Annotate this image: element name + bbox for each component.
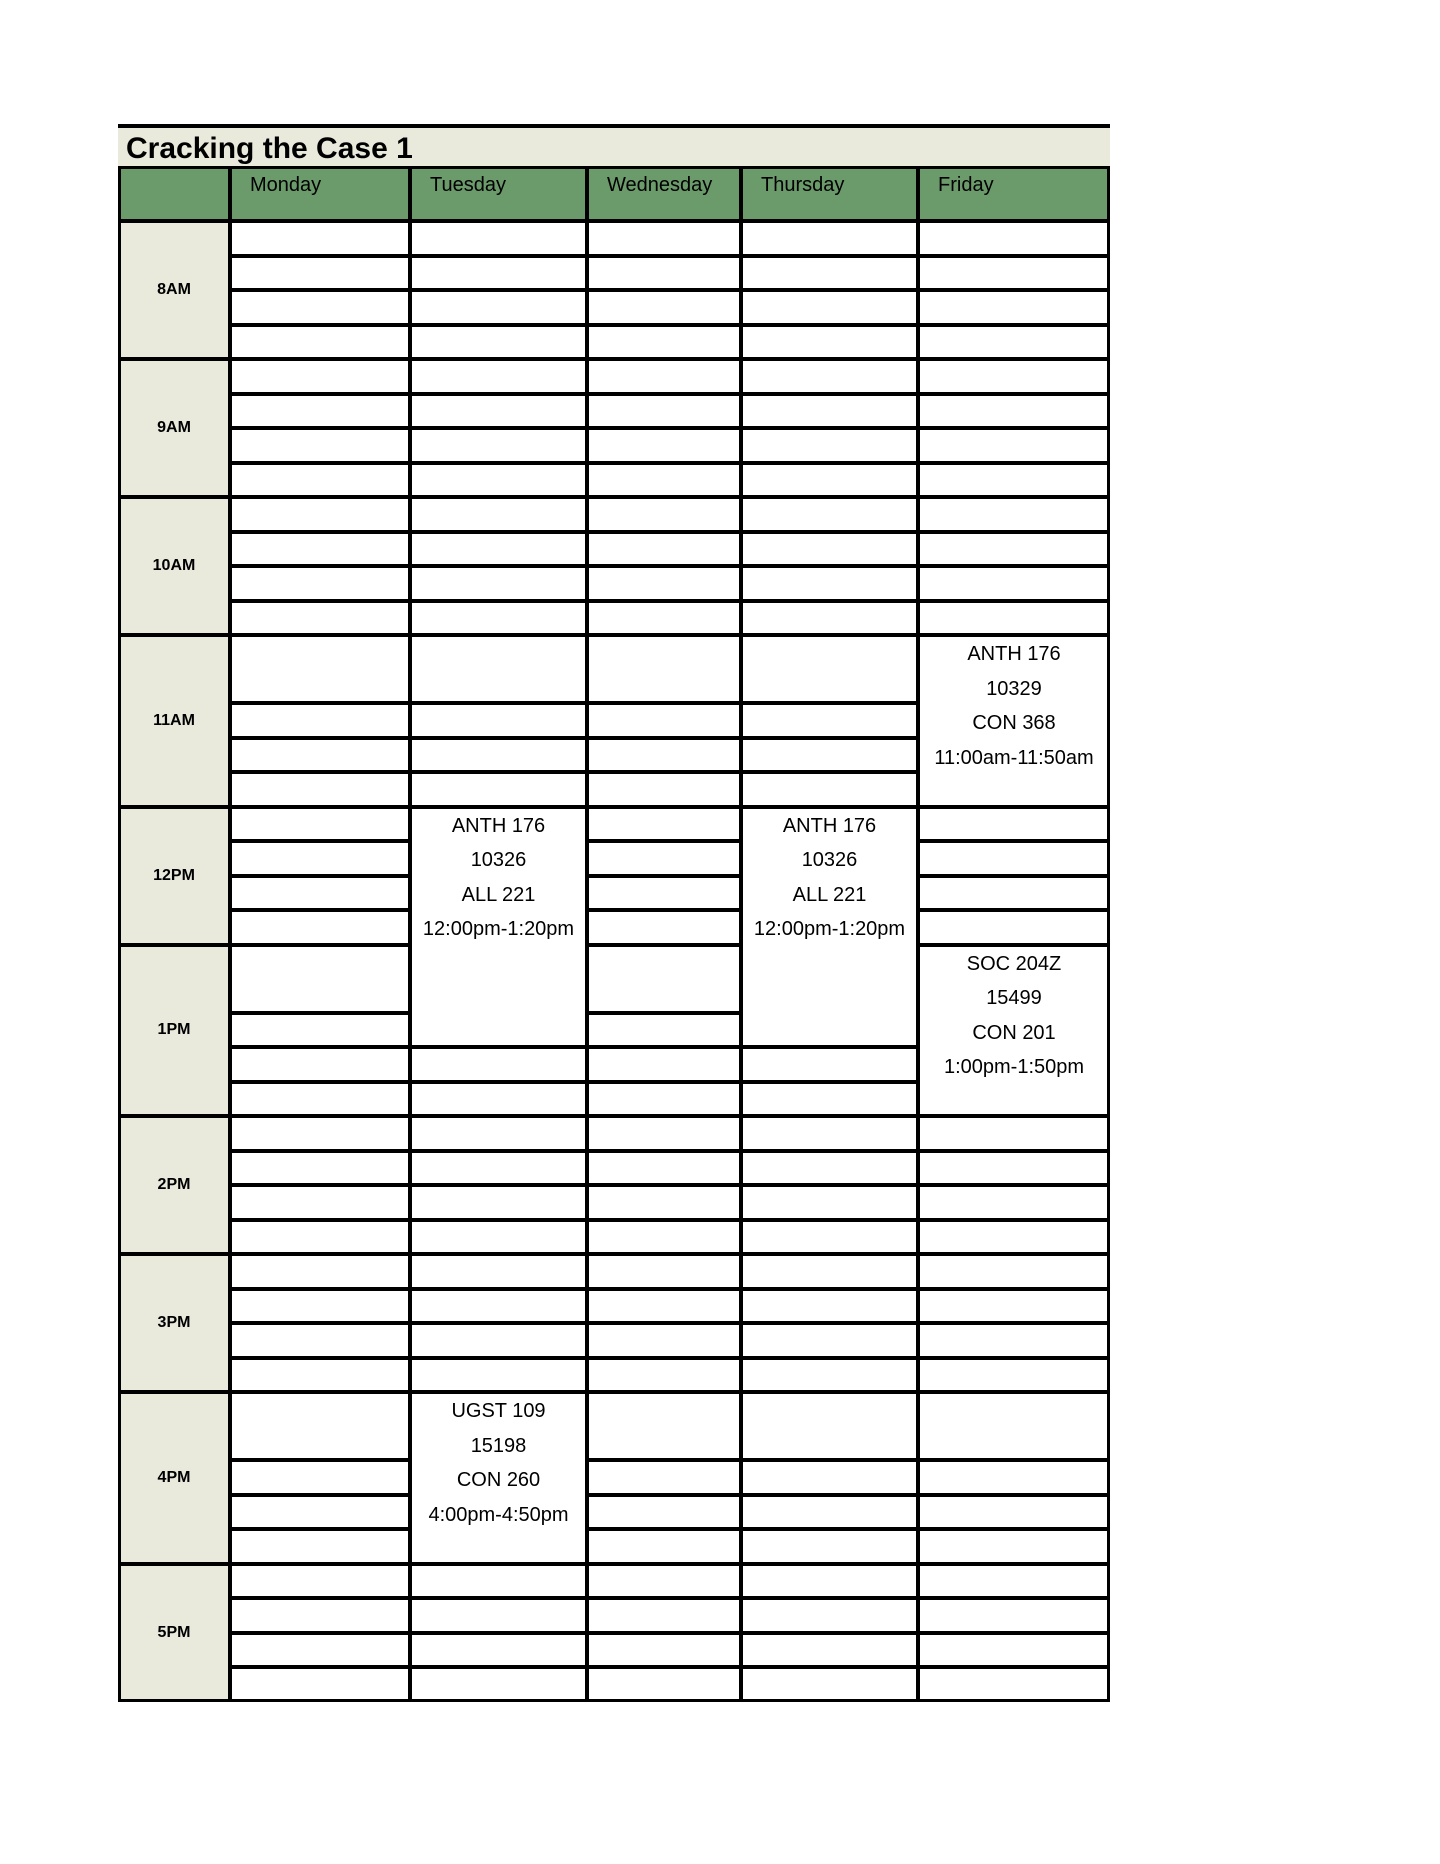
time-slot[interactable] (410, 1564, 587, 1599)
time-slot[interactable] (918, 1598, 1110, 1633)
time-slot[interactable] (918, 876, 1110, 911)
time-slot[interactable] (741, 463, 918, 498)
time-slot[interactable] (230, 532, 410, 567)
time-slot[interactable] (741, 428, 918, 463)
time-slot[interactable] (587, 1633, 741, 1668)
day-header-thursday (741, 166, 918, 221)
time-slot[interactable] (410, 256, 587, 291)
time-slot[interactable] (918, 532, 1110, 567)
time-slot[interactable] (587, 1564, 741, 1599)
time-slot[interactable] (410, 290, 587, 325)
time-label-cell (118, 359, 230, 497)
time-slot[interactable] (230, 1254, 410, 1289)
event-line: 12:00pm-1:20pm (422, 918, 575, 940)
class-event[interactable] (410, 807, 587, 1048)
time-slot[interactable] (410, 359, 587, 394)
time-slot[interactable] (587, 945, 741, 1013)
event-line: 1:00pm-1:50pm (943, 1056, 1085, 1078)
time-slot[interactable] (587, 1116, 741, 1151)
time-slot[interactable] (230, 1564, 410, 1599)
time-slot[interactable] (410, 703, 587, 738)
time-slot[interactable] (587, 566, 741, 601)
time-slot[interactable] (918, 256, 1110, 291)
class-event[interactable] (918, 635, 1110, 807)
time-slot[interactable] (230, 1289, 410, 1324)
time-slot[interactable] (410, 601, 587, 636)
time-slot[interactable] (741, 1116, 918, 1151)
day-label: Wednesday (607, 174, 713, 196)
time-slot[interactable] (230, 1220, 410, 1255)
time-slot[interactable] (587, 1185, 741, 1220)
time-slot[interactable] (230, 497, 410, 532)
time-slot[interactable] (410, 532, 587, 567)
time-slot[interactable] (587, 703, 741, 738)
time-label-cell (118, 497, 230, 635)
time-slot[interactable] (230, 738, 410, 773)
time-slot[interactable] (741, 601, 918, 636)
time-slot[interactable] (230, 1598, 410, 1633)
time-slot[interactable] (230, 1323, 410, 1358)
time-slot[interactable] (918, 1289, 1110, 1324)
time-slot[interactable] (741, 256, 918, 291)
time-slot[interactable] (918, 463, 1110, 498)
time-slot[interactable] (410, 1358, 587, 1393)
time-slot[interactable] (741, 359, 918, 394)
time-slot[interactable] (587, 428, 741, 463)
title-bar (118, 124, 1110, 166)
time-slot[interactable] (410, 221, 587, 256)
event-line: 10329 (986, 677, 1042, 700)
hour-label: 8AM (157, 281, 191, 298)
time-label-cell (118, 1116, 230, 1254)
time-slot[interactable] (410, 772, 587, 807)
page-title: Cracking the Case 1 (126, 132, 413, 165)
time-slot[interactable] (918, 1495, 1110, 1530)
time-slot[interactable] (741, 738, 918, 773)
time-slot[interactable] (741, 290, 918, 325)
time-slot[interactable] (741, 1082, 918, 1117)
time-slot[interactable] (230, 876, 410, 911)
time-slot[interactable] (410, 428, 587, 463)
time-slot[interactable] (410, 1082, 587, 1117)
time-label-cell (118, 1564, 230, 1702)
time-slot[interactable] (587, 1220, 741, 1255)
time-slot[interactable] (741, 703, 918, 738)
event-line: SOC 204Z (966, 952, 1062, 975)
time-slot[interactable] (741, 1460, 918, 1495)
time-slot[interactable] (230, 841, 410, 876)
day-header-monday (230, 166, 410, 221)
time-label-cell (118, 1254, 230, 1392)
time-slot[interactable] (587, 1392, 741, 1460)
time-slot[interactable] (918, 1323, 1110, 1358)
time-slot[interactable] (741, 1392, 918, 1460)
time-slot[interactable] (918, 807, 1110, 842)
time-slot[interactable] (410, 1289, 587, 1324)
time-slot[interactable] (587, 532, 741, 567)
day-label: Monday (250, 174, 322, 196)
hour-label: 4PM (157, 1468, 191, 1486)
hour-label: 1PM (157, 1021, 191, 1039)
time-slot[interactable] (741, 1289, 918, 1324)
hour-label: 12PM (153, 866, 195, 884)
time-slot[interactable] (410, 1323, 587, 1358)
time-slot[interactable] (587, 290, 741, 325)
time-slot[interactable] (918, 1392, 1110, 1460)
time-slot[interactable] (410, 738, 587, 773)
time-slot[interactable] (587, 1460, 741, 1495)
time-slot[interactable] (918, 910, 1110, 945)
time-slot[interactable] (230, 1460, 410, 1495)
time-slot[interactable] (918, 1358, 1110, 1393)
time-slot[interactable] (918, 1633, 1110, 1668)
time-slot[interactable] (741, 635, 918, 703)
time-slot[interactable] (741, 1220, 918, 1255)
hour-label: 5PM (157, 1623, 191, 1641)
time-slot[interactable] (410, 1633, 587, 1668)
time-slot[interactable] (918, 1564, 1110, 1599)
time-slot[interactable] (230, 221, 410, 256)
time-slot[interactable] (918, 1529, 1110, 1564)
time-slot[interactable] (587, 1047, 741, 1082)
time-slot[interactable] (230, 1013, 410, 1048)
time-slot[interactable] (587, 325, 741, 360)
time-slot[interactable] (918, 1460, 1110, 1495)
time-slot[interactable] (587, 463, 741, 498)
day-header-wednesday (587, 166, 741, 221)
time-slot[interactable] (918, 1667, 1110, 1702)
class-event[interactable] (918, 945, 1110, 1117)
event-line: ANTH 176 (782, 814, 877, 837)
time-slot[interactable] (741, 394, 918, 429)
time-slot[interactable] (410, 635, 587, 703)
time-slot[interactable] (918, 394, 1110, 429)
time-slot[interactable] (230, 1047, 410, 1082)
time-slot[interactable] (741, 772, 918, 807)
time-slot[interactable] (587, 497, 741, 532)
event-line: CON 368 (972, 712, 1056, 734)
time-slot[interactable] (918, 1185, 1110, 1220)
time-slot[interactable] (587, 635, 741, 703)
time-slot[interactable] (587, 841, 741, 876)
time-slot[interactable] (918, 221, 1110, 256)
hour-label: 11AM (153, 711, 195, 729)
time-slot[interactable] (230, 463, 410, 498)
time-slot[interactable] (230, 1667, 410, 1702)
time-slot[interactable] (741, 1633, 918, 1668)
time-slot[interactable] (230, 359, 410, 394)
day-label: Thursday (761, 174, 845, 196)
time-slot[interactable] (741, 1495, 918, 1530)
time-label-cell (118, 635, 230, 807)
day-header-friday (918, 166, 1110, 221)
time-slot[interactable] (410, 566, 587, 601)
time-label-cell (118, 1392, 230, 1564)
hour-label: 10AM (152, 557, 196, 574)
time-slot[interactable] (741, 1667, 918, 1702)
time-slot[interactable] (230, 1116, 410, 1151)
time-slot[interactable] (410, 1254, 587, 1289)
header-corner (118, 166, 230, 221)
event-line: 10326 (470, 849, 527, 871)
day-header-tuesday (410, 166, 587, 221)
event-line: ALL 221 (461, 883, 536, 906)
time-slot[interactable] (587, 1254, 741, 1289)
time-slot[interactable] (587, 807, 741, 842)
time-slot[interactable] (918, 359, 1110, 394)
time-slot[interactable] (587, 1289, 741, 1324)
time-slot[interactable] (230, 601, 410, 636)
time-slot[interactable] (741, 1564, 918, 1599)
time-slot[interactable] (587, 1358, 741, 1393)
time-slot[interactable] (230, 290, 410, 325)
time-slot[interactable] (587, 1323, 741, 1358)
hour-label: 3PM (157, 1314, 191, 1331)
time-slot[interactable] (230, 256, 410, 291)
time-slot[interactable] (918, 325, 1110, 360)
time-slot[interactable] (230, 1529, 410, 1564)
time-slot[interactable] (230, 1151, 410, 1186)
time-slot[interactable] (410, 1185, 587, 1220)
time-slot[interactable] (741, 1185, 918, 1220)
time-slot[interactable] (587, 1598, 741, 1633)
time-slot[interactable] (587, 910, 741, 945)
event-line: CON 260 (456, 1469, 541, 1491)
time-slot[interactable] (230, 394, 410, 429)
event-line: 12:00pm-1:20pm (753, 918, 906, 940)
event-line: 4:00pm-4:50pm (428, 1503, 569, 1526)
time-slot[interactable] (587, 256, 741, 291)
time-slot[interactable] (741, 566, 918, 601)
time-label-cell (118, 807, 230, 945)
class-event[interactable] (741, 807, 918, 1048)
time-label-cell (118, 945, 230, 1117)
event-line: 15198 (470, 1434, 527, 1457)
event-line: ALL 221 (792, 883, 867, 906)
time-slot[interactable] (230, 1633, 410, 1668)
time-slot[interactable] (741, 1151, 918, 1186)
time-slot[interactable] (410, 1047, 587, 1082)
event-line: ANTH 176 (451, 814, 546, 837)
event-line: 10326 (801, 849, 858, 871)
time-slot[interactable] (741, 532, 918, 567)
time-slot[interactable] (918, 1151, 1110, 1186)
time-slot[interactable] (230, 945, 410, 1013)
time-slot[interactable] (741, 221, 918, 256)
time-slot[interactable] (741, 497, 918, 532)
time-slot[interactable] (230, 566, 410, 601)
time-slot[interactable] (230, 703, 410, 738)
event-line: 15499 (986, 987, 1042, 1009)
time-slot[interactable] (918, 428, 1110, 463)
event-line: UGST 109 (451, 1400, 546, 1422)
time-slot[interactable] (741, 1047, 918, 1082)
time-slot[interactable] (741, 1598, 918, 1633)
time-slot[interactable] (741, 1254, 918, 1289)
time-slot[interactable] (918, 566, 1110, 601)
event-line: 11:00am-11:50am (934, 746, 1094, 769)
class-event[interactable] (410, 1392, 587, 1564)
time-slot[interactable] (918, 497, 1110, 532)
time-label-cell (118, 221, 230, 359)
time-slot[interactable] (587, 1495, 741, 1530)
time-slot[interactable] (230, 1358, 410, 1393)
time-slot[interactable] (410, 1116, 587, 1151)
time-slot[interactable] (587, 221, 741, 256)
day-label: Tuesday (430, 174, 506, 196)
time-slot[interactable] (230, 1392, 410, 1460)
time-slot[interactable] (741, 1529, 918, 1564)
time-slot[interactable] (410, 325, 587, 360)
day-label: Friday (938, 174, 994, 196)
time-slot[interactable] (230, 325, 410, 360)
time-slot[interactable] (587, 738, 741, 773)
time-slot[interactable] (918, 290, 1110, 325)
time-slot[interactable] (230, 428, 410, 463)
time-slot[interactable] (410, 1598, 587, 1633)
time-slot[interactable] (918, 1254, 1110, 1289)
time-slot[interactable] (918, 601, 1110, 636)
time-slot[interactable] (230, 1495, 410, 1530)
time-slot[interactable] (918, 1220, 1110, 1255)
event-line: ANTH 176 (967, 643, 1061, 665)
time-slot[interactable] (230, 910, 410, 945)
time-slot[interactable] (587, 1529, 741, 1564)
time-slot[interactable] (587, 1667, 741, 1702)
time-slot[interactable] (410, 1220, 587, 1255)
event-line: CON 201 (972, 1021, 1056, 1044)
time-slot[interactable] (410, 463, 587, 498)
time-slot[interactable] (587, 1082, 741, 1117)
time-slot[interactable] (230, 772, 410, 807)
time-slot[interactable] (410, 394, 587, 429)
time-slot[interactable] (741, 1358, 918, 1393)
time-slot[interactable] (587, 876, 741, 911)
time-slot[interactable] (230, 807, 410, 842)
time-slot[interactable] (230, 1185, 410, 1220)
time-slot[interactable] (230, 1082, 410, 1117)
time-slot[interactable] (410, 1667, 587, 1702)
time-slot[interactable] (410, 497, 587, 532)
hour-label: 2PM (157, 1176, 191, 1193)
time-slot[interactable] (587, 772, 741, 807)
time-slot[interactable] (587, 1151, 741, 1186)
time-slot[interactable] (587, 394, 741, 429)
time-slot[interactable] (918, 841, 1110, 876)
time-slot[interactable] (741, 325, 918, 360)
time-slot[interactable] (230, 635, 410, 703)
time-slot[interactable] (918, 1116, 1110, 1151)
time-slot[interactable] (587, 601, 741, 636)
time-slot[interactable] (587, 359, 741, 394)
time-slot[interactable] (587, 1013, 741, 1048)
time-slot[interactable] (410, 1151, 587, 1186)
time-slot[interactable] (741, 1323, 918, 1358)
hour-label: 9AM (157, 419, 191, 436)
